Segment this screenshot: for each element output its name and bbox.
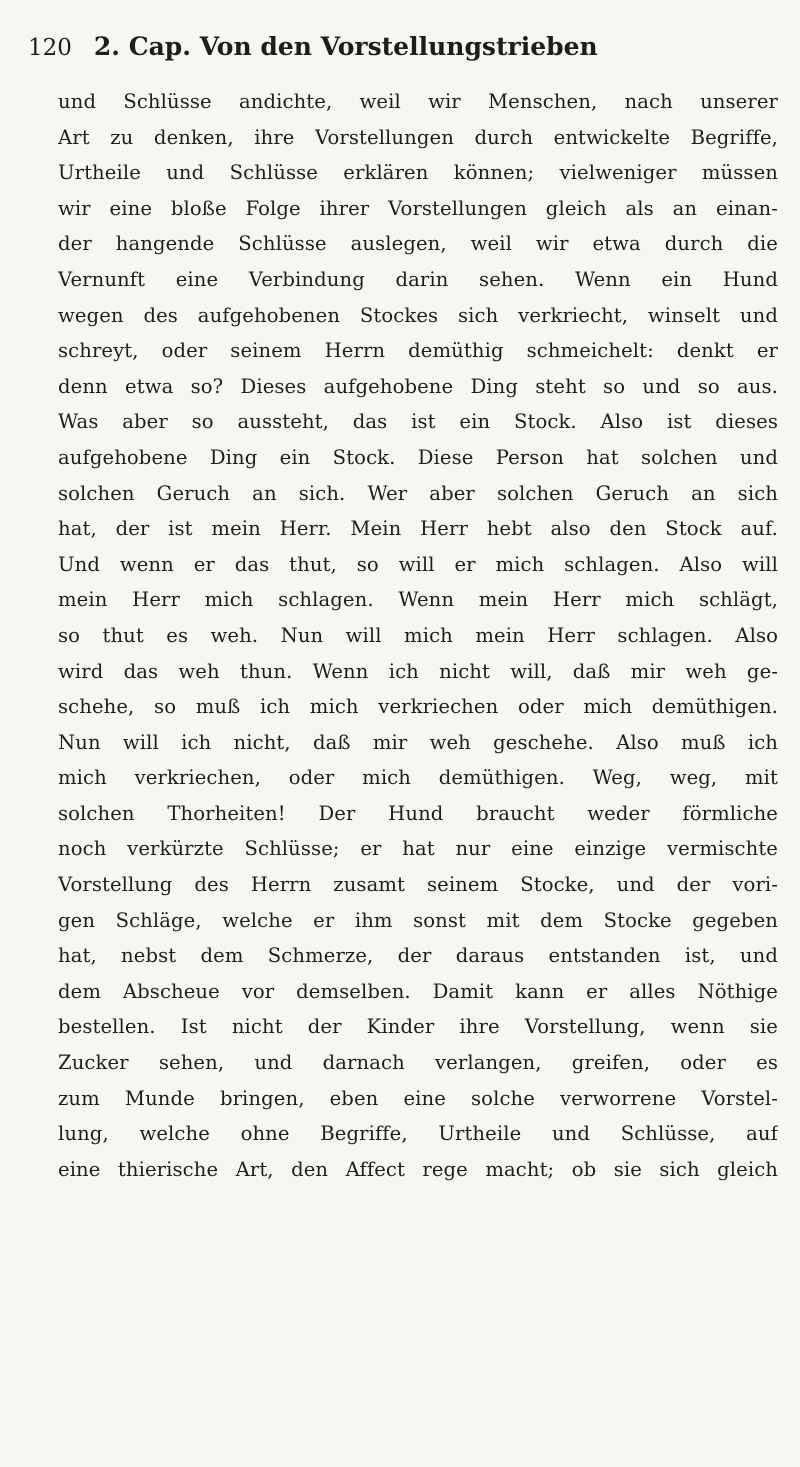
text-line: der hangende Schlüsse auslegen, weil wir etwa durch die [58,232,778,256]
text-line: aufgehobene Ding ein Stock. Diese Person hat solchen und [58,445,778,469]
text-line: solchen Geruch an sich. Wer aber solchen Geruch an sich [58,481,778,505]
text-line: und Schlüsse andichte, weil wir Menschen, nach unserer [58,90,778,113]
text-line: mich verkriechen, oder mich demüthigen. Weg, weg, mit [58,766,778,790]
text-line: wird das weh thun. Wenn ich nicht will, daß mir weh ge- [58,659,778,683]
text-line: Vorstellung des Herrn zusamt seinem Stocke, und der vori- [58,873,778,897]
text-line: eine thierische Art, den Affect rege macht; ob sie sich gleich [58,1157,778,1181]
chapter-title: 2. Cap. Von den Vorstellungstrieben [93,32,598,61]
text-line: schreyt, oder seinem Herrn demüthig schmeichelt: denkt er [58,339,778,363]
text-line: Was aber so aussteht, das ist ein Stock. Also ist dieses [58,410,778,434]
text-line: Zucker sehen, und darnach verlangen, greifen, oder es [58,1051,778,1075]
text-line: hat, der ist mein Herr. Mein Herr hebt also den Stock auf. [58,517,778,541]
page-number: 120 [28,35,72,61]
text-line: Urtheile und Schlüsse erklären können; vielweniger müssen [58,161,778,185]
text-line: Vernunft eine Verbindung darin sehen. Wenn ein Hund [58,267,778,291]
running-header [28,32,760,72]
text-line: hat, nebst dem Schmerze, der daraus entstanden ist, und [58,944,778,968]
text-line: solchen Thorheiten! Der Hund braucht weder förmliche [58,801,778,825]
text-line: gen Schläge, welche er ihm sonst mit dem Stocke gegeben [58,908,778,932]
text-line: dem Abscheue vor demselben. Damit kann er alles Nöthige [58,979,778,1003]
text-line: wegen des aufgehobenen Stockes sich verkriecht, winselt und [58,303,778,327]
text-line: so thut es weh. Nun will mich mein Herr schlagen. Also [58,623,778,647]
text-line: Art zu denken, ihre Vorstellungen durch entwickelte Begriffe, [58,125,778,149]
text-line: Nun will ich nicht, daß mir weh geschehe. Also muß ich [58,730,778,754]
text-line: mein Herr mich schlagen. Wenn mein Herr mich schlägt, [58,588,778,612]
text-line: Und wenn er das thut, so will er mich schlagen. Also will [58,552,778,576]
text-line: zum Munde bringen, eben eine solche verworrene Vorstel- [58,1086,778,1110]
text-line: noch verkürzte Schlüsse; er hat nur eine einzige vermischte [58,837,778,861]
text-line: denn etwa so? Dieses aufgehobene Ding steht so und so aus. [58,374,778,398]
body-text [58,84,778,1187]
text-line: bestellen. Ist nicht der Kinder ihre Vorstellung, wenn sie [58,1015,778,1039]
text-line: wir eine bloße Folge ihrer Vorstellungen gleich als an einan- [58,196,778,220]
text-line: schehe, so muß ich mich verkriechen oder mich demüthigen. [58,695,778,719]
text-line: lung, welche ohne Begriffe, Urtheile und Schlüsse, auf [58,1122,778,1146]
